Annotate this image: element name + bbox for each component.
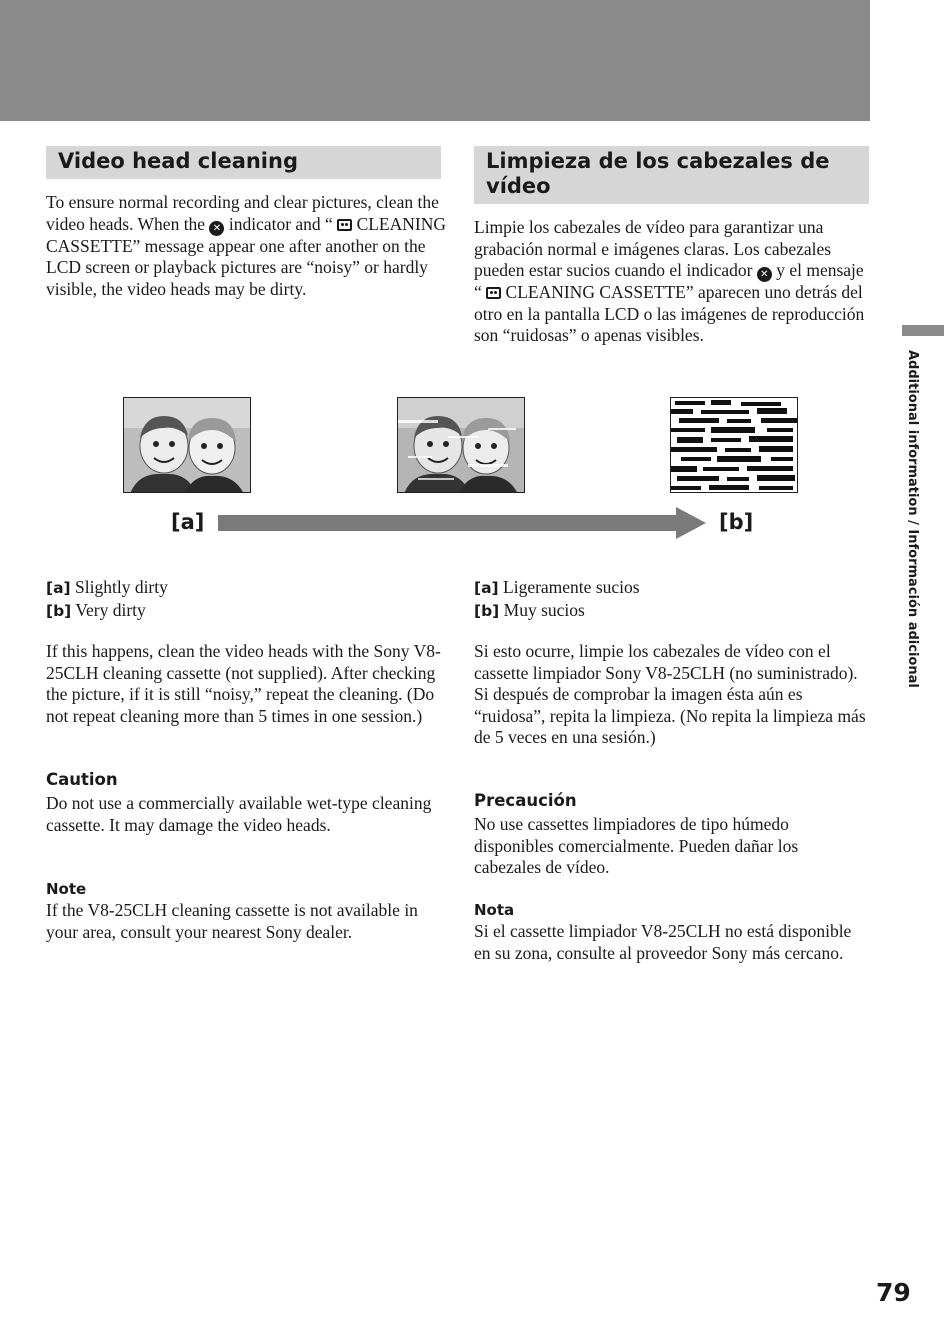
label-b-es: [b] bbox=[474, 601, 500, 620]
heading-es: Limpieza de los cabezales de vídeo bbox=[474, 146, 869, 204]
labels-es bbox=[474, 577, 874, 622]
label-a-text-es: Ligeramente sucios bbox=[498, 577, 640, 597]
side-tab-marker bbox=[902, 325, 944, 336]
cassette-icon bbox=[486, 287, 501, 299]
intro-es bbox=[474, 217, 874, 347]
header-band bbox=[0, 0, 870, 121]
intro-en-part3: CLEANING CASSETTE” message appear one after another on the LCD screen or playback pictures are “noisy” or hardly visible, the video heads may be dirty. bbox=[46, 213, 446, 299]
label-b-text-en: Very dirty bbox=[71, 599, 146, 620]
caution-title-es: Precaución bbox=[474, 791, 577, 810]
page-number: 79 bbox=[876, 1278, 911, 1307]
x-circle-icon: ✕ bbox=[209, 221, 224, 236]
para2-en: If this happens, clean the video heads with the Sony V8-25CLH cleaning cassette (not supplied). After checking the picture, if it is still “noisy,” repeat the cleaning. (Do not repeat cleaning more than 5 times in one session.) bbox=[46, 641, 441, 726]
caution-text-en: Do not use a commercially available wet-type cleaning cassette. It may damage the video heads. bbox=[46, 793, 432, 835]
note-title-es: Nota bbox=[474, 901, 515, 919]
note-text-en: If the V8-25CLH cleaning cassette is not available in your area, consult your nearest Sony dealer. bbox=[46, 900, 418, 942]
label-a-en: [a] bbox=[46, 579, 71, 597]
label-a-es: [a] bbox=[474, 579, 499, 597]
intro-en-part2: indicator and “ bbox=[224, 213, 338, 234]
label-b-text-es: Muy sucios bbox=[499, 599, 585, 620]
intro-es-part1: Limpie los cabezales de vídeo para garantizar una grabación normal e imágenes claras. Los cabezales pueden estar sucios cuando el indicador bbox=[474, 217, 832, 280]
diagram-label-a: [a] bbox=[171, 510, 205, 534]
arrow-shaft bbox=[218, 515, 678, 531]
label-b-en: [b] bbox=[46, 601, 72, 620]
intro-es-part2: y el mensaje “ bbox=[474, 260, 864, 302]
picture-slightly-dirty bbox=[397, 397, 525, 493]
label-a-text-en: Slightly dirty bbox=[70, 577, 168, 597]
caution-text-es: No use cassettes limpiadores de tipo húmedo disponibles comercialmente. Pueden dañar los cabezales de vídeo. bbox=[474, 814, 799, 877]
picture-clean bbox=[123, 397, 251, 493]
diagram-label-b: [b] bbox=[719, 510, 754, 534]
intro-es-part3: CLEANING CASSETTE” aparecen uno detrás del otro en la pantalla LCD o las imágenes de reproducción son “ruidosas” o apenas visibles. bbox=[474, 282, 865, 345]
x-circle-icon: ✕ bbox=[757, 267, 772, 282]
note-title-en: Note bbox=[46, 880, 87, 898]
heading-en: Video head cleaning bbox=[46, 146, 441, 179]
caution-title-en: Caution bbox=[46, 770, 118, 789]
para2-es: Si esto ocurre, limpie los cabezales de vídeo con el cassette limpiador Sony V8-25CLH (no suministrado). Si después de comprobar la imagen ésta aún es “ruidosa”, repita la limpieza. (No repita la limpieza más de 5 veces en una sesión.) bbox=[474, 641, 866, 747]
intro-en-part1: To ensure normal recording and clear pictures, clean the video heads. When the bbox=[46, 192, 439, 234]
note-text-es: Si el cassette limpiador V8-25CLH no está disponible en su zona, consulte al proveedor Sony más cercano. bbox=[474, 921, 852, 963]
sidebar-section-label: Additional information / Información adicional bbox=[905, 350, 920, 688]
intro-en bbox=[46, 192, 446, 300]
labels-en bbox=[46, 577, 446, 622]
picture-very-dirty bbox=[670, 397, 798, 493]
cassette-icon bbox=[337, 219, 352, 231]
arrow-right-icon bbox=[676, 507, 706, 539]
